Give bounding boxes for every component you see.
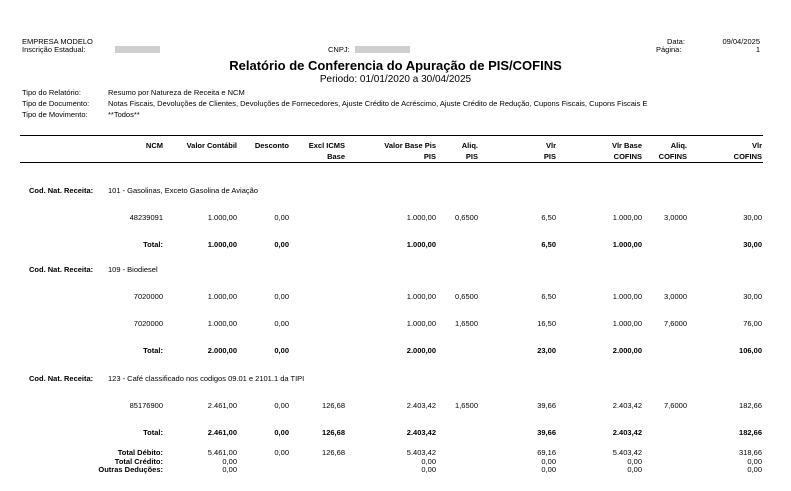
row-base-pis: 1.000,00 [406, 292, 436, 301]
row-aliq-pis: 0,6500 [455, 292, 478, 301]
total-vlr-pis: 6,50 [541, 240, 556, 249]
group-label: Cod. Nat. Receita: [29, 186, 94, 195]
header-rule-bottom [20, 162, 763, 163]
col-ncm: NCM [145, 141, 163, 150]
summary-label: Outras Deduções: [98, 465, 163, 474]
summary-vlr-cofins: 0,00 [747, 456, 762, 466]
total-base-cofins: 2.000,00 [612, 346, 642, 355]
row-base-cofins: 1.000,00 [612, 213, 642, 222]
summary-vlr-cofins: 318,66 [739, 448, 762, 457]
cnpj-label: CNPJ: [328, 45, 350, 54]
date-value: 09/04/2025 [722, 37, 760, 46]
summary-valor-contabil: 0,00 [222, 465, 237, 474]
row-ncm: 85176900 [129, 401, 163, 410]
group-label: Cod. Nat. Receita: [29, 374, 94, 383]
report-period: Periodo: 01/01/2020 a 30/04/2025 [319, 74, 472, 85]
row-ncm: 48239091 [129, 213, 163, 222]
col-vlr-pis-2: PIS [543, 152, 556, 161]
col-excl-icms: Excl ICMS [308, 141, 345, 150]
summary-base-pis: 5.403,42 [406, 448, 436, 457]
movement-type-value: **Todos** [108, 110, 140, 119]
summary-vlr-pis: 0,00 [541, 465, 556, 474]
row-aliq-pis: 1,6500 [455, 401, 478, 410]
col-valor-contabil: Valor Contábil [186, 141, 237, 150]
row-aliq-cofins: 3,0000 [664, 213, 687, 222]
report-type-label: Tipo do Relatório: [22, 88, 81, 97]
row-base-cofins: 1.000,00 [612, 319, 642, 328]
total-base-pis: 2.403,42 [406, 428, 436, 437]
summary-vlr-pis: 0,00 [541, 456, 556, 466]
row-vlr-pis: 6,50 [541, 213, 556, 222]
col-base-pis-2: PIS [423, 152, 436, 161]
summary-label: Total Débito: [117, 448, 163, 457]
date-label: Data: [667, 37, 685, 46]
row-base-cofins: 1.000,00 [612, 292, 642, 301]
col-aliq-pis: Aliq. [461, 141, 478, 150]
row-desconto: 0,00 [274, 319, 289, 328]
group-label: Cod. Nat. Receita: [29, 265, 94, 274]
doc-type-value: Notas Fiscais, Devoluções de Clientes, Devoluções de Fornecedores, Ajuste Crédito de Acréscimo, Ajuste Crédito de Redução, Cupons Fiscais, Cupons Fiscais E [108, 99, 648, 108]
redacted-state-registration [115, 46, 160, 53]
total-valor-contabil: 1.000,00 [207, 240, 237, 249]
col-aliq-cofins: Aliq. [670, 141, 687, 150]
row-valor-contabil: 1.000,00 [207, 319, 237, 328]
row-vlr-pis: 16,50 [537, 319, 556, 328]
col-base-pis: Valor Base Pis [384, 141, 436, 150]
total-base-cofins: 1.000,00 [612, 240, 642, 249]
total-label: Total: [143, 240, 163, 249]
row-aliq-pis: 1,6500 [455, 319, 478, 328]
summary-base-pis: 0,00 [421, 465, 436, 474]
report-title: Relatório de Conferencia do Apuração de PIS/COFINS [229, 58, 562, 73]
col-base-cofins-2: COFINS [613, 152, 642, 161]
total-label: Total: [143, 346, 163, 355]
total-label: Total: [143, 428, 163, 437]
col-aliq-pis-2: PIS [465, 152, 478, 161]
total-vlr-cofins: 106,00 [739, 346, 762, 355]
summary-valor-contabil: 0,00 [222, 456, 237, 466]
col-base-cofins: Vlr Base [611, 141, 642, 150]
row-desconto: 0,00 [274, 292, 289, 301]
header-rule-top [20, 135, 763, 136]
row-base-pis: 2.403,42 [406, 401, 436, 410]
row-valor-contabil: 2.461,00 [207, 401, 237, 410]
row-aliq-cofins: 7,6000 [664, 401, 687, 410]
summary-base-cofins: 5.403,42 [612, 448, 642, 457]
row-ncm: 7020000 [133, 319, 163, 328]
row-base-pis: 1.000,00 [406, 319, 436, 328]
row-aliq-pis: 0,6500 [455, 213, 478, 222]
row-base-pis: 1.000,00 [406, 213, 436, 222]
summary-label: Total Crédito: [114, 456, 163, 466]
total-desconto: 0,00 [274, 346, 289, 355]
total-base-pis: 1.000,00 [406, 240, 436, 249]
row-ncm: 7020000 [133, 292, 163, 301]
total-vlr-cofins: 30,00 [743, 240, 762, 249]
movement-type-label: Tipo de Movimento: [22, 110, 88, 119]
summary-valor-contabil: 5.461,00 [207, 448, 237, 457]
group-name: 109 - Biodiesel [108, 265, 158, 274]
row-aliq-cofins: 7,6000 [664, 319, 687, 328]
col-vlr-cofins: Vlr [751, 141, 762, 150]
page-number: 1 [755, 45, 760, 54]
row-vlr-cofins: 30,00 [743, 292, 762, 301]
group-name: 123 - Café classificado nos codigos 09.01 e 2101.1 da TIPI [108, 374, 305, 383]
summary-desconto: 0,00 [274, 448, 289, 457]
total-valor-contabil: 2.000,00 [207, 346, 237, 355]
state-registration-label: Inscrição Estadual: [22, 45, 86, 54]
row-desconto: 0,00 [274, 213, 289, 222]
row-vlr-cofins: 30,00 [743, 213, 762, 222]
row-valor-contabil: 1.000,00 [207, 213, 237, 222]
report-type-value: Resumo por Natureza de Receita e NCM [108, 88, 245, 97]
total-vlr-cofins: 182,66 [739, 428, 762, 437]
summary-base-cofins: 0,00 [627, 465, 642, 474]
group-name: 101 - Gasolinas, Exceto Gasolina de Aviação [108, 186, 258, 195]
summary-base-pis: 0,00 [421, 456, 436, 466]
summary-vlr-cofins: 0,00 [747, 465, 762, 474]
summary-vlr-pis: 69,16 [537, 448, 556, 457]
total-vlr-pis: 39,66 [537, 428, 556, 437]
redacted-cnpj [355, 46, 410, 53]
total-desconto: 0,00 [274, 428, 289, 437]
total-vlr-pis: 23,00 [537, 346, 556, 355]
col-aliq-cofins-2: COFINS [658, 152, 687, 161]
total-desconto: 0,00 [274, 240, 289, 249]
row-vlr-cofins: 76,00 [743, 319, 762, 328]
company-name: EMPRESA MODELO [22, 37, 93, 46]
doc-type-label: Tipo de Documento: [22, 99, 90, 108]
col-desconto: Desconto [254, 141, 289, 150]
total-excl-icms: 126,68 [322, 428, 345, 437]
row-base-cofins: 2.403,42 [612, 401, 642, 410]
row-vlr-cofins: 182,66 [739, 401, 762, 410]
row-desconto: 0,00 [274, 401, 289, 410]
row-vlr-pis: 6,50 [541, 292, 556, 301]
row-vlr-pis: 39,66 [537, 401, 556, 410]
col-vlr-pis: Vlr [545, 141, 556, 150]
page-label: Página: [656, 45, 682, 54]
row-aliq-cofins: 3,0000 [664, 292, 687, 301]
row-valor-contabil: 1.000,00 [207, 292, 237, 301]
total-valor-contabil: 2.461,00 [207, 428, 237, 437]
summary-base-cofins: 0,00 [627, 456, 642, 466]
summary-excl-icms: 126,68 [322, 448, 345, 457]
total-base-cofins: 2.403,42 [612, 428, 642, 437]
col-vlr-cofins-2: COFINS [733, 152, 762, 161]
row-excl-icms: 126,68 [322, 401, 345, 410]
col-excl-icms-2: Base [327, 152, 345, 161]
total-base-pis: 2.000,00 [406, 346, 436, 355]
